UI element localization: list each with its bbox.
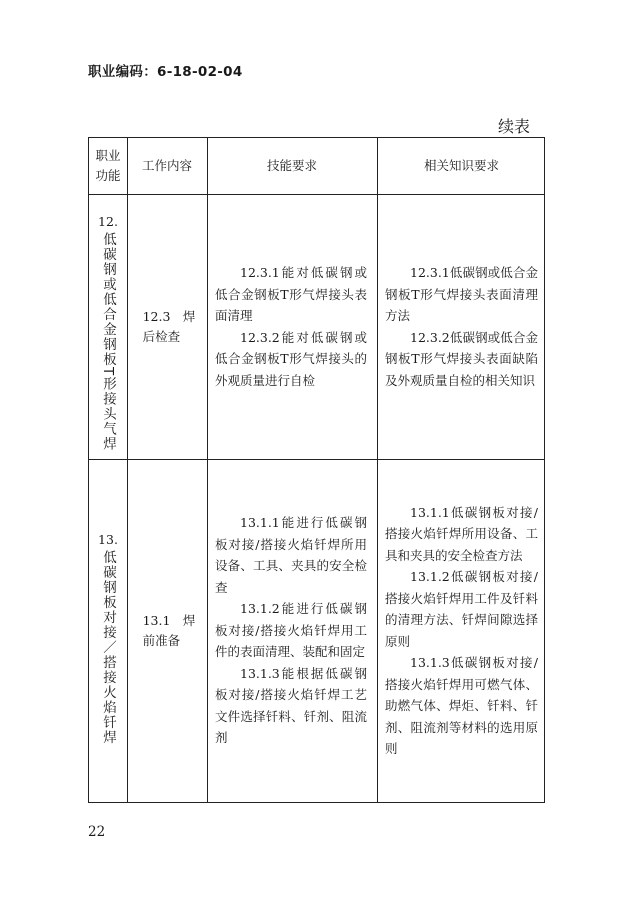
skill-table: [88, 137, 545, 803]
skill-cell: [207, 459, 377, 802]
column-header-function: 职业 功能: [95, 148, 121, 183]
function-cell: [89, 214, 127, 454]
column-header-skill: 技能要求: [266, 158, 317, 173]
work-content-cell: 12.3 焊 后检查: [142, 308, 196, 344]
knowledge-item: 12.3.1低碳钢或低合金钢板T形气焊接头表面清理方法: [385, 265, 538, 323]
knowledge-item: 13.1.2低碳钢板对接/搭接火焰钎焊用工件及钎料的清理方法、钎焊间隙选择原则: [385, 569, 538, 649]
column-header-work: 工作内容: [141, 158, 192, 173]
function-number: 12.: [98, 214, 118, 229]
occupation-code: 职业编码：6-18-02-04: [88, 64, 243, 80]
function-name: 低碳钢或低合金钢板T形接头气焊: [100, 232, 116, 452]
skill-item: 13.1.1能进行低碳钢板对接/搭接火焰钎焊所用设备、工具、夹具的安全检查: [215, 515, 367, 595]
knowledge-item: 13.1.1低碳钢板对接/搭接火焰钎焊所用设备、工具和夹具的安全检查方法: [385, 504, 538, 563]
function-cell: [89, 532, 127, 772]
skill-item: 12.3.2能对低碳钢或低合金钢板T形气焊接头的外观质量进行自检: [215, 329, 367, 388]
knowledge-cell: [377, 194, 546, 459]
knowledge-cell: [377, 459, 546, 802]
skill-item: 13.1.2能进行低碳钢板对接/搭接火焰钎焊用工件的表面清理、装配和固定: [215, 601, 367, 660]
continuation-label: 续表: [498, 117, 531, 136]
column-header-knowledge: 相关知识要求: [423, 158, 499, 173]
function-number: 13.: [98, 532, 118, 547]
work-content-cell: 13.1 焊 前准备: [142, 612, 196, 648]
function-name: 低碳钢板对接／搭接火焰钎焊: [100, 550, 116, 745]
skill-item: 13.1.3能根据低碳钢板对接/搭接火焰钎焊工艺文件选择钎料、钎剂、阻流剂: [215, 665, 367, 746]
page-number: 22: [88, 824, 106, 840]
knowledge-item: 12.3.2低碳钢或低合金钢板T形气焊接头表面缺陷及外观质量自检的相关知识: [385, 329, 538, 388]
skill-cell: [207, 194, 377, 459]
knowledge-item: 13.1.3低碳钢板对接/搭接火焰钎焊用可燃气体、助燃气体、焊炬、钎料、钎剂、阻流剂等材料的选用原则: [385, 655, 538, 756]
skill-item: 12.3.1能对低碳钢或低合金钢板T形气焊接头表面清理: [215, 265, 367, 323]
